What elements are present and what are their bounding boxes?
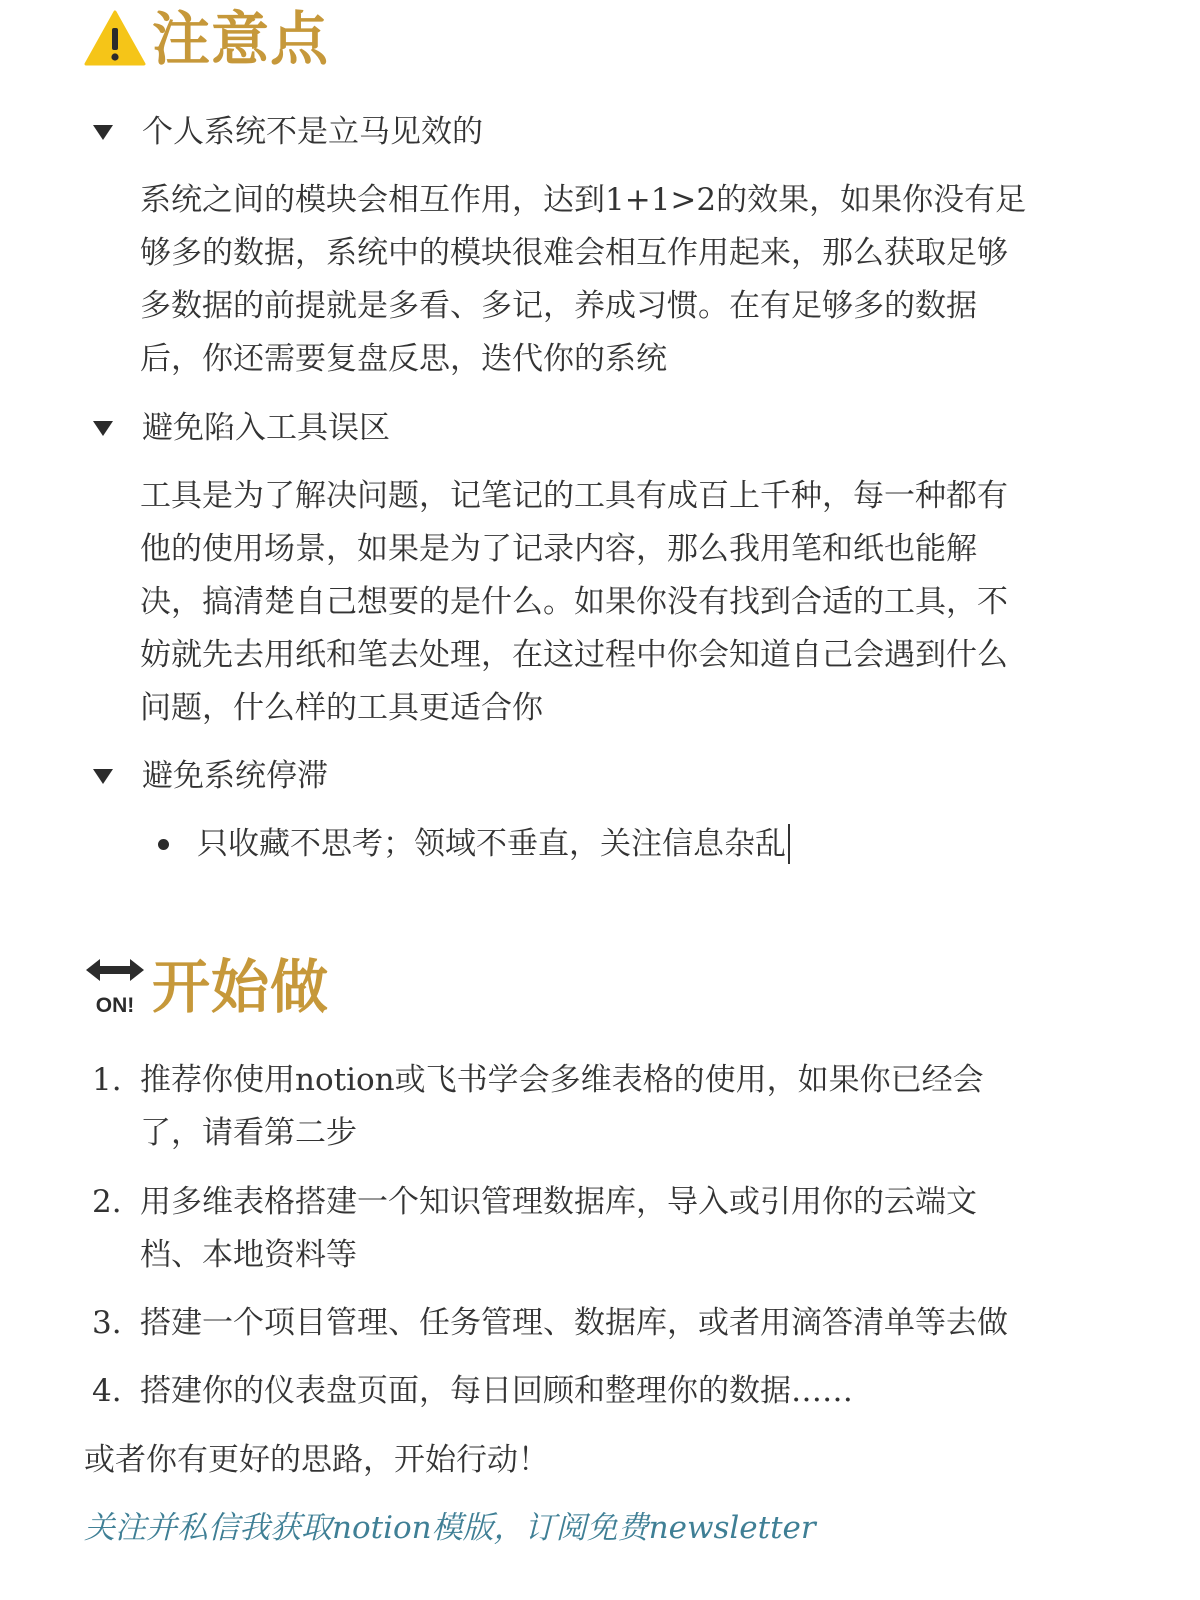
text-line: 档、本地资料等 <box>140 1237 357 1273</box>
notes-title: 注意点 <box>152 5 330 73</box>
toggle-label: 避免系统停滞 <box>142 758 328 794</box>
start-heading <box>84 953 330 1021</box>
text-line: 后，你还需要复盘反思，迭代你的系统 <box>140 341 667 377</box>
text-line: 他的使用场景，如果是为了记录内容，那么我用笔和纸也能解 <box>140 531 977 567</box>
toggle-label: 避免陷入工具误区 <box>142 410 390 446</box>
step-item <box>92 1176 977 1282</box>
step-text <box>140 1054 984 1160</box>
text-line: 决，搞清楚自己想要的是什么。如果你没有找到合适的工具，不 <box>140 584 1008 620</box>
step-text <box>140 1297 1008 1350</box>
toggle-label: 个人系统不是立马见效的 <box>142 114 483 150</box>
step-item <box>92 1054 984 1160</box>
on-label: ON! <box>95 994 135 1017</box>
start-title: 开始做 <box>152 953 330 1021</box>
notes-heading <box>84 5 330 73</box>
toggle-system-not-instant[interactable] <box>92 112 483 152</box>
bullet-text[interactable]: 只收藏不思考；领域不垂直，关注信息杂乱 <box>197 824 790 864</box>
closing-text: 或者你有更好的思路，开始行动！ <box>84 1442 549 1478</box>
step-number: 1. <box>92 1062 122 1098</box>
text-line: 问题，什么样的工具更适合你 <box>140 690 543 726</box>
toggle-triangle-icon[interactable] <box>92 767 114 785</box>
on-arrow-icon <box>84 956 146 1018</box>
text-line: 妨就先去用纸和笔去处理，在这过程中你会知道自己会遇到什么 <box>140 637 1008 673</box>
text-line: 了，请看第二步 <box>140 1115 357 1151</box>
text-line: 多数据的前提就是多看、多记，养成习惯。在有足够多的数据 <box>140 288 977 324</box>
text-line: 搭建你的仪表盘页面，每日回顾和整理你的数据…… <box>140 1373 853 1409</box>
warning-icon <box>84 8 146 70</box>
toggle-body-text <box>140 470 1085 735</box>
toggle-triangle-icon[interactable] <box>92 123 114 141</box>
step-item <box>92 1365 853 1418</box>
bullet-dot-icon <box>158 839 169 850</box>
toggle-avoid-tool-trap[interactable] <box>92 408 390 448</box>
text-line: 工具是为了解决问题，记笔记的工具有成百上千种，每一种都有 <box>140 478 1008 514</box>
toggle-body-text <box>140 174 1085 386</box>
text-line: 系统之间的模块会相互作用，达到1+1>2的效果，如果你没有足 <box>140 182 1027 218</box>
step-item <box>92 1297 1008 1350</box>
step-number: 3. <box>92 1305 122 1341</box>
bullet-item[interactable] <box>158 824 790 864</box>
step-number: 2. <box>92 1184 122 1220</box>
step-text <box>140 1365 853 1418</box>
toggle-avoid-stagnation[interactable] <box>92 756 328 796</box>
step-text <box>140 1176 977 1282</box>
text-line: 搭建一个项目管理、任务管理、数据库，或者用滴答清单等去做 <box>140 1305 1008 1341</box>
step-number: 4. <box>92 1373 122 1409</box>
toggle-triangle-icon[interactable] <box>92 419 114 437</box>
text-line: 用多维表格搭建一个知识管理数据库，导入或引用你的云端文 <box>140 1184 977 1220</box>
text-line: 推荐你使用notion或飞书学会多维表格的使用，如果你已经会 <box>140 1062 984 1098</box>
text-line: 够多的数据，系统中的模块很难会相互作用起来，那么获取足够 <box>140 235 1008 271</box>
cta-link[interactable]: 关注并私信我获取notion模版，订阅免费newsletter <box>84 1510 816 1546</box>
